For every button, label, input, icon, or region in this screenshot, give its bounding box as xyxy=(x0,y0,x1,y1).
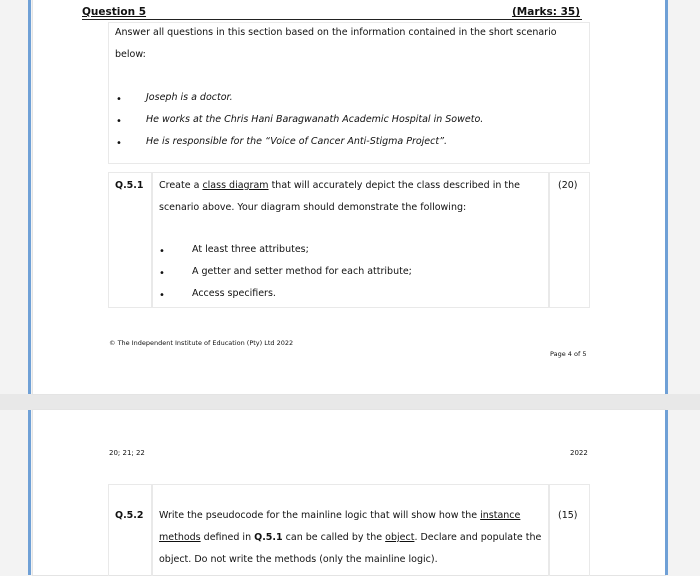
bullet-icon: • xyxy=(116,94,122,105)
q52-object-term: object xyxy=(385,532,415,543)
q52-line1 xyxy=(159,505,520,527)
bullet-icon: • xyxy=(159,246,165,257)
scenario-bullet-1: Joseph is a doctor. xyxy=(146,92,233,103)
q51-line2: scenario above. Your diagram should demonstrate the following: xyxy=(159,202,467,213)
question-marks: (Marks: 35) xyxy=(511,6,580,18)
q52-line3: object. Do not write the methods (only the mainline logic). xyxy=(159,554,438,565)
question-header xyxy=(82,6,582,20)
q51-bullet-3: Access specifiers. xyxy=(192,288,276,299)
q52-l2-mid2: can be called by the xyxy=(282,532,386,543)
page-right-edge xyxy=(665,0,668,394)
bullet-icon: • xyxy=(159,268,165,279)
q52-ref: Q.5.1 xyxy=(254,532,283,543)
q52-l2-mid: defined in xyxy=(200,532,255,543)
q51-bullet-1: At least three attributes; xyxy=(192,244,309,255)
q52-line2 xyxy=(159,527,541,549)
bullet-icon: • xyxy=(159,290,165,301)
page-gap xyxy=(0,394,700,410)
q52-marks: (15) xyxy=(558,510,578,521)
q52-number: Q.5.2 xyxy=(115,510,144,521)
q51-class-diagram-term: class diagram xyxy=(202,180,269,191)
q52-instance-term: instance xyxy=(480,510,521,521)
bullet-icon: • xyxy=(116,138,122,149)
intro-text-line2: below: xyxy=(115,49,146,60)
q51-text-before: Create a xyxy=(159,180,203,191)
page2-header-right: 2022 xyxy=(570,449,588,457)
question-title: Question 5 xyxy=(82,6,147,18)
scenario-bullet-3: He is responsible for the “Voice of Cancer Anti-Stigma Project”. xyxy=(146,136,448,147)
q51-text-after: that will accurately depict the class described in the xyxy=(268,180,520,191)
q52-methods-term: methods xyxy=(159,532,201,543)
page-number: Page 4 of 5 xyxy=(550,350,587,358)
q51-line1 xyxy=(159,175,520,197)
q52-l1-text: Write the pseudocode for the mainline logic that will show how the xyxy=(159,510,481,521)
page-left-edge xyxy=(28,0,31,394)
q51-number: Q.5.1 xyxy=(115,180,144,191)
bullet-icon: • xyxy=(116,116,122,127)
page-right-edge xyxy=(665,410,668,575)
q51-bullet-2: A getter and setter method for each attribute; xyxy=(192,266,412,277)
intro-text-line1: Answer all questions in this section based on the information contained in the short scenario xyxy=(115,27,557,38)
scenario-bullet-2: He works at the Chris Hani Baragwanath Academic Hospital in Soweto. xyxy=(146,114,484,125)
q52-l2-after: . Declare and populate the xyxy=(414,532,542,543)
q51-marks: (20) xyxy=(558,180,578,191)
page-left-edge xyxy=(28,410,31,575)
copyright-footer: © The Independent Institute of Education (Pty) Ltd 2022 xyxy=(109,339,294,347)
q52-number-cell xyxy=(108,484,152,576)
page2-header-left: 20; 21; 22 xyxy=(109,449,145,457)
q52-marks-cell xyxy=(549,484,590,576)
